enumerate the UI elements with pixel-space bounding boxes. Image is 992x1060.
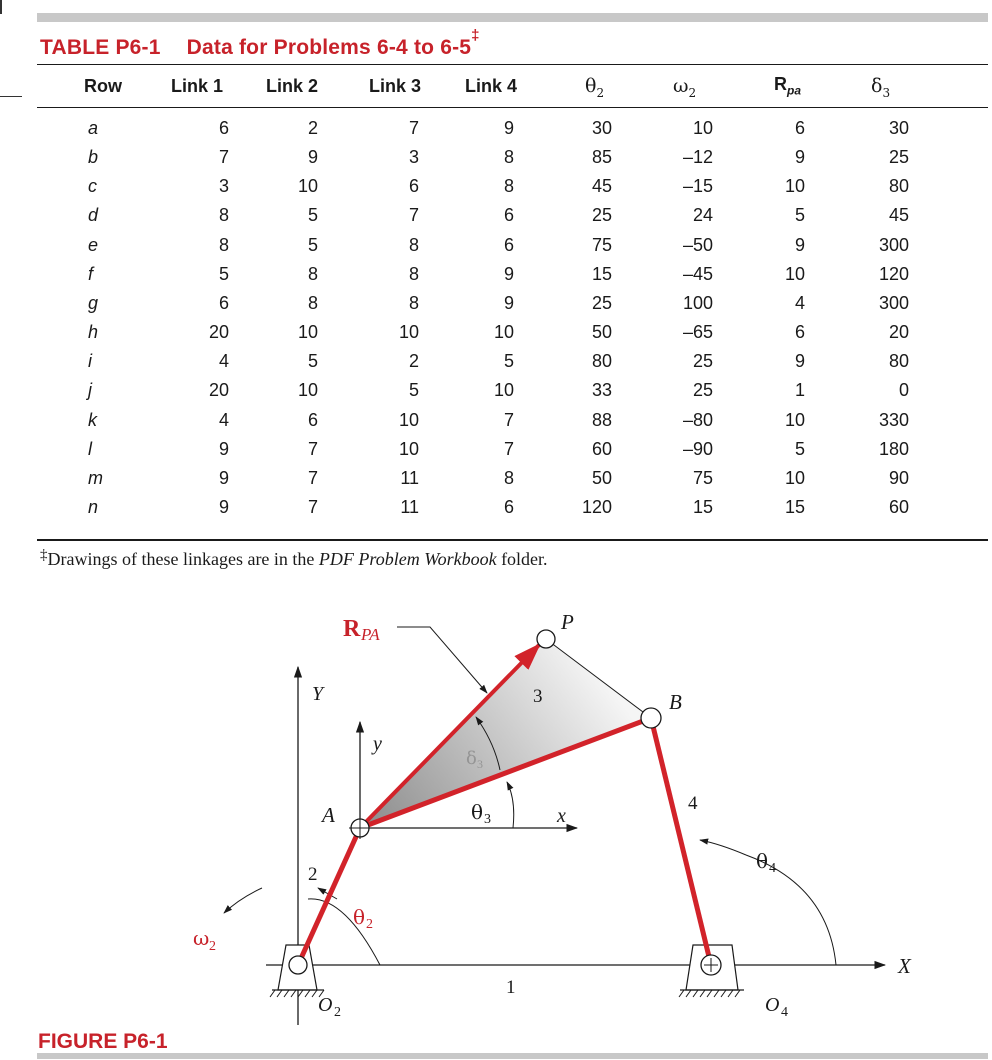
table-cell: 9: [503, 292, 514, 313]
ground-o2-label: [318, 994, 341, 1020]
table-cell: 0: [898, 380, 909, 401]
table-cell: –12: [682, 147, 713, 168]
table-cell: 3: [218, 176, 229, 197]
table-cell: 1: [794, 380, 805, 401]
table-cell: –50: [682, 234, 713, 255]
table-cell: 10: [784, 263, 805, 284]
table-cell: 80: [888, 176, 909, 197]
header-row: Row: [84, 76, 122, 96]
row-label: e: [88, 234, 99, 255]
table-cell: 9: [794, 234, 805, 255]
theta4-arc-upper: [700, 840, 746, 855]
table-cell: 25: [888, 147, 909, 168]
table-cell: 10: [784, 176, 805, 197]
header-delta3: $\delta_3$: [871, 75, 891, 100]
table-title-mark: ‡: [471, 27, 480, 44]
table-cell: 300: [878, 234, 909, 255]
svg-text:2: 2: [366, 917, 373, 932]
table-cell: 9: [794, 351, 805, 372]
table-cell: 8: [503, 467, 514, 488]
table-cell: 8: [307, 292, 318, 313]
table-cell: 11: [400, 467, 419, 488]
header-link4: Link 4: [465, 76, 518, 96]
theta3-label: [471, 800, 491, 827]
table-cell: 8: [408, 234, 419, 255]
table-cell: 10: [297, 380, 318, 401]
point-p-label: P: [561, 610, 574, 634]
header-rpa: $R_{pa}$: [774, 74, 802, 98]
svg-text:3: 3: [477, 757, 483, 771]
row-label: i: [88, 351, 92, 372]
table-cell: 5: [794, 205, 805, 226]
table-cell: 50: [591, 467, 612, 488]
table-cell: 6: [307, 409, 318, 430]
header-link2: Link 2: [266, 76, 319, 96]
table-cell: 45: [591, 176, 612, 197]
theta2-label: [353, 905, 373, 932]
svg-text:θ: θ: [756, 849, 769, 873]
table-cell: 180: [878, 438, 909, 459]
table-cell: 7: [307, 496, 318, 517]
row-label: k: [88, 409, 97, 430]
table-cell: 9: [307, 147, 318, 168]
table-cell: 8: [218, 205, 229, 226]
table-cell: 7: [307, 467, 318, 488]
table-cell: 4: [218, 409, 229, 430]
svg-text:2: 2: [334, 1005, 341, 1020]
svg-text:θ: θ: [471, 800, 484, 824]
table-cell: 5: [503, 351, 514, 372]
table-cell: 3: [408, 147, 419, 168]
svg-text:3: 3: [484, 812, 491, 827]
link-1-label: 1: [506, 977, 516, 998]
row-label: c: [88, 176, 97, 197]
table-cell: 7: [503, 409, 514, 430]
table-cell: 6: [408, 176, 419, 197]
table-cell: 6: [218, 292, 229, 313]
table-cell: 7: [503, 438, 514, 459]
table-cell: 85: [591, 147, 612, 168]
table-cell: 6: [794, 322, 805, 343]
table-cell: 45: [888, 205, 909, 226]
table-cell: 6: [218, 118, 229, 138]
theta3-arc: [507, 782, 514, 828]
figure-caption: FIGURE P6-1: [38, 1030, 168, 1053]
table-cell: 8: [408, 263, 419, 284]
table-cell: 330: [878, 409, 909, 430]
table-cell: 9: [794, 147, 805, 168]
table-cell: –65: [682, 322, 713, 343]
table-cell: 33: [591, 380, 612, 401]
table-cell: 7: [218, 147, 229, 168]
table-cell: 20: [888, 322, 909, 343]
point-a-label: A: [322, 803, 335, 827]
rpa-label-main: R: [343, 616, 361, 642]
row-label: d: [88, 205, 99, 226]
header-link1: Link 1: [171, 76, 224, 96]
table-cell: 30: [591, 118, 612, 138]
table-cell: 5: [307, 205, 318, 226]
table-cell: 8: [218, 234, 229, 255]
table-cell: 50: [591, 322, 612, 343]
bottom-rule: [37, 1053, 988, 1059]
svg-text:4: 4: [769, 861, 776, 876]
svg-text:2: 2: [209, 939, 216, 954]
table-cell: 120: [878, 263, 909, 284]
point-b-label: B: [669, 690, 682, 714]
link-4-label: 4: [688, 793, 698, 814]
table-footnote: ‡Drawings of these linkages are in the PDF Problem Workbook folder.: [40, 547, 548, 569]
row-label: l: [88, 438, 92, 459]
theta4-label: [756, 849, 776, 876]
svg-text:4: 4: [781, 1005, 788, 1020]
table-cell: 6: [794, 118, 805, 138]
table-cell: 10: [493, 380, 514, 401]
table-cell: 24: [692, 205, 713, 226]
table-cell: 60: [888, 496, 909, 517]
link-2: [298, 828, 360, 965]
table-cell: 60: [591, 438, 612, 459]
svg-text:O: O: [318, 994, 333, 1016]
table-cell: 10: [784, 467, 805, 488]
table-cell: 6: [503, 234, 514, 255]
table-cell: 10: [297, 322, 318, 343]
table-cell: 10: [784, 409, 805, 430]
table-cell: –15: [682, 176, 713, 197]
table-caption: Data for Problems 6-4 to 6-5: [186, 36, 472, 59]
row-label: g: [88, 292, 99, 313]
ground-o4-label: [765, 994, 788, 1020]
table-cell: 5: [794, 438, 805, 459]
row-label: m: [88, 467, 103, 488]
table-cell: 20: [208, 322, 229, 343]
row-label: j: [88, 380, 92, 401]
table-cell: 120: [581, 496, 612, 517]
table-cell: 30: [888, 118, 909, 138]
table-cell: 9: [503, 263, 514, 284]
header-omega2: $\omega_2$: [673, 75, 697, 100]
table-cell: 10: [398, 409, 419, 430]
local-x-label: x: [557, 805, 566, 827]
table-cell: 10: [493, 322, 514, 343]
table-cell: 8: [307, 263, 318, 284]
link-4: [651, 718, 711, 965]
table-cell: 15: [692, 496, 713, 517]
table-cell: 300: [878, 292, 909, 313]
joint-o2: [289, 956, 307, 974]
table-cell: 25: [591, 205, 612, 226]
table-cell: 25: [692, 380, 713, 401]
table-cell: 9: [503, 118, 514, 138]
table-cell: 7: [408, 118, 419, 138]
global-y-label: Y: [312, 683, 324, 705]
header-link3: Link 3: [369, 76, 422, 96]
header-theta2: $\theta_2$: [585, 75, 605, 100]
table-cell: 10: [297, 176, 318, 197]
table-cell: 15: [591, 263, 612, 284]
table-cell: 10: [692, 118, 713, 138]
row-label: h: [88, 322, 99, 343]
table-cell: 4: [794, 292, 805, 313]
svg-text:δ: δ: [466, 748, 477, 769]
table-cell: 5: [307, 234, 318, 255]
joint-b: [641, 708, 661, 728]
table-cell: 9: [218, 467, 229, 488]
table-cell: 15: [784, 496, 805, 517]
joint-p: [537, 630, 555, 648]
table-cell: 25: [692, 351, 713, 372]
table-cell: 11: [400, 496, 419, 517]
table-cell: 8: [408, 292, 419, 313]
table-cell: 8: [503, 147, 514, 168]
table-cell: 6: [503, 496, 514, 517]
svg-text:O: O: [765, 994, 780, 1016]
link-3-label: 3: [533, 686, 543, 707]
table-cell: –45: [682, 263, 713, 284]
table-cell: –80: [682, 409, 713, 430]
table-cell: 7: [307, 438, 318, 459]
table-cell: 90: [888, 467, 909, 488]
table-cell: 4: [218, 351, 229, 372]
table-number: TABLE P6-1: [40, 36, 161, 59]
table-cell: 9: [218, 438, 229, 459]
local-y-label: y: [373, 733, 382, 755]
omega2-arc: [224, 888, 262, 913]
table-cell: 75: [692, 467, 713, 488]
table-cell: 8: [503, 176, 514, 197]
row-label: b: [88, 147, 99, 168]
table-cell: 5: [307, 351, 318, 372]
row-label: n: [88, 496, 99, 517]
rpa-label-sub: PA: [361, 625, 380, 644]
table-cell: 80: [888, 351, 909, 372]
table-cell: 6: [503, 205, 514, 226]
rpa-leader: [397, 627, 487, 693]
table-cell: 20: [208, 380, 229, 401]
table-cell: –90: [682, 438, 713, 459]
table-cell: 100: [682, 292, 713, 313]
svg-text:ω: ω: [193, 926, 210, 950]
table-cell: 5: [408, 380, 419, 401]
table-cell: 25: [591, 292, 612, 313]
global-x-label: X: [898, 954, 911, 978]
table-cell: 80: [591, 351, 612, 372]
link-2-label: 2: [308, 864, 318, 885]
table-cell: 9: [218, 496, 229, 517]
table-cell: 2: [307, 118, 318, 138]
table-cell: 5: [218, 263, 229, 284]
table-cell: 10: [398, 438, 419, 459]
omega2-label: [193, 926, 216, 954]
table-cell: 7: [408, 205, 419, 226]
row-label: a: [88, 118, 99, 138]
table-cell: 10: [398, 322, 419, 343]
svg-text:θ: θ: [353, 905, 366, 929]
table-cell: 75: [591, 234, 612, 255]
table-cell: 2: [408, 351, 419, 372]
row-label: f: [88, 263, 94, 284]
table-cell: 88: [591, 409, 612, 430]
